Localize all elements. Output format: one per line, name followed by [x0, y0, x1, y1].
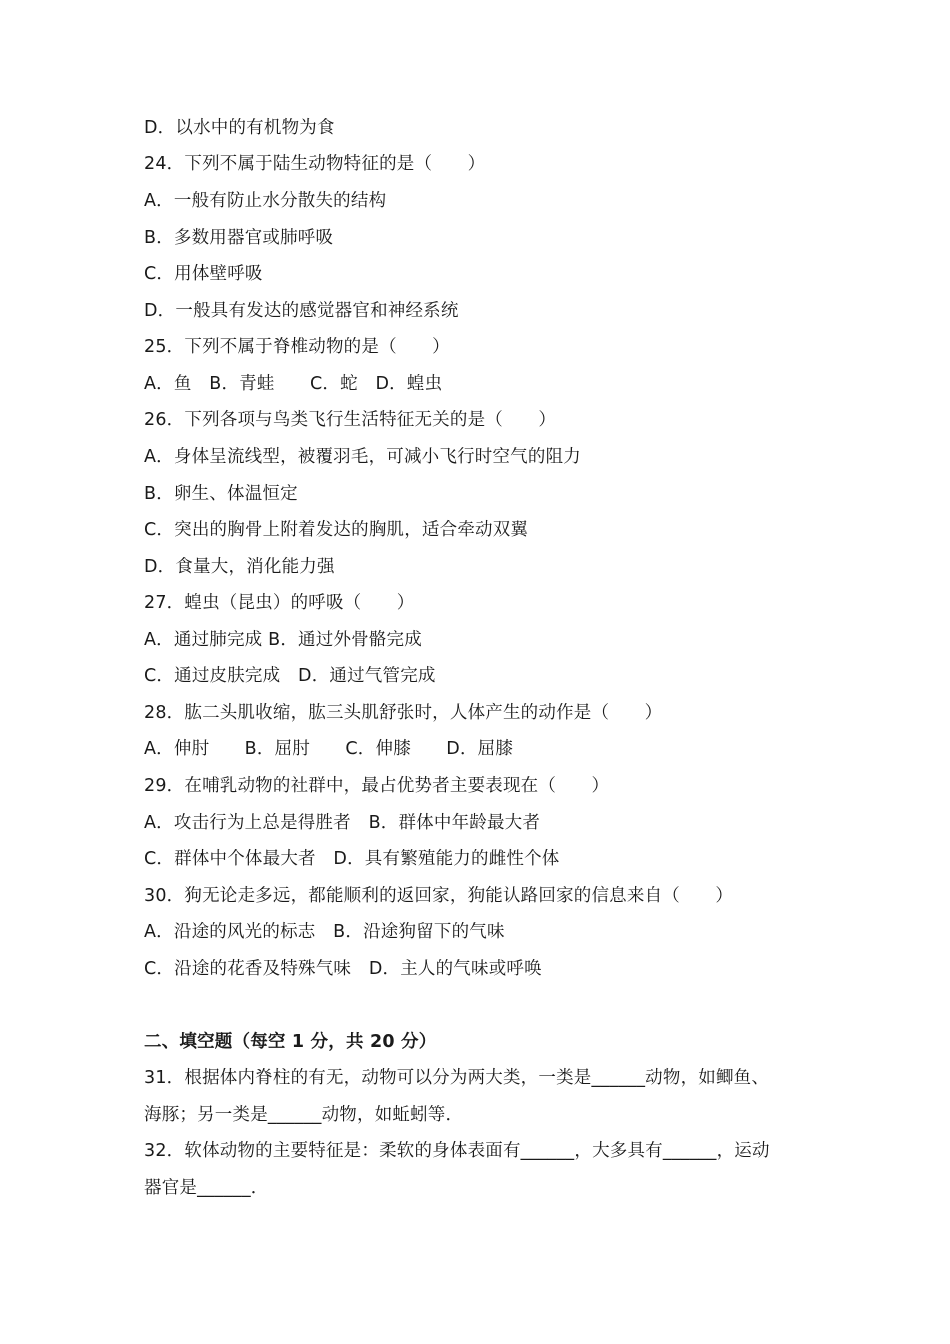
q28-stem: 28．肱二头肌收缩，肱三头肌舒张时，人体产生的动作是（ ）: [144, 703, 663, 723]
q25-stem: 25．下列不属于脊椎动物的是（ ）: [144, 337, 450, 357]
q26-option-d: D．食量大，消化能力强: [144, 557, 335, 577]
q29-options-ab: A．攻击行为上总是得胜者 B．群体中年龄最大者: [144, 813, 541, 833]
q23-option-d: D．以水中的有机物为食: [144, 118, 335, 138]
q26-option-c: C．突出的胸骨上附着发达的胸肌，适合牵动双翼: [144, 520, 529, 540]
q26-stem: 26．下列各项与鸟类飞行生活特征无关的是（ ）: [144, 410, 557, 430]
q26-option-a: A．身体呈流线型，被覆羽毛，可减小飞行时空气的阻力: [144, 447, 581, 467]
q24-option-c: C．用体壁呼吸: [144, 264, 263, 284]
q24-stem: 24．下列不属于陆生动物特征的是（ ）: [144, 154, 486, 174]
q29-options-cd: C．群体中个体最大者 D．具有繁殖能力的雌性个体: [144, 849, 560, 869]
q32-line-1: 32．软体动物的主要特征是：柔软的身体表面有______，大多具有______，运动: [144, 1141, 770, 1161]
q24-option-b: B．多数用器官或肺呼吸: [144, 228, 334, 248]
q29-stem: 29．在哺乳动物的社群中，最占优势者主要表现在（ ）: [144, 776, 610, 796]
q30-options-cd: C．沿途的花香及特殊气味 D．主人的气味或呼唤: [144, 959, 542, 979]
section-heading-fill-in: 二、填空题（每空 1 分，共 20 分）: [144, 1032, 437, 1052]
q30-stem: 30．狗无论走多远，都能顺利的返回家，狗能认路回家的信息来自（ ）: [144, 886, 734, 906]
q26-option-b: B．卵生、体温恒定: [144, 484, 298, 504]
q31-line-2: 海豚；另一类是______动物，如蚯蚓等．: [144, 1105, 464, 1125]
q25-options: A．鱼 B．青蛙 C．蛇 D．蝗虫: [144, 374, 443, 394]
q27-stem: 27．蝗虫（昆虫）的呼吸（ ）: [144, 593, 415, 613]
q32-line-2: 器官是______．: [144, 1178, 269, 1198]
q27-options-ab: A．通过肺完成 B．通过外骨骼完成: [144, 630, 422, 650]
q24-option-a: A．一般有防止水分散失的结构: [144, 191, 387, 211]
q24-option-d: D．一般具有发达的感觉器官和神经系统: [144, 301, 459, 321]
q31-line-1: 31．根据体内脊柱的有无，动物可以分为两大类，一类是______动物，如鲫鱼、: [144, 1068, 770, 1088]
q27-options-cd: C．通过皮肤完成 D．通过气管完成: [144, 666, 436, 686]
q30-options-ab: A．沿途的风光的标志 B．沿途狗留下的气味: [144, 922, 505, 942]
q28-options: A．伸肘 B．屈肘 C．伸膝 D．屈膝: [144, 739, 514, 759]
